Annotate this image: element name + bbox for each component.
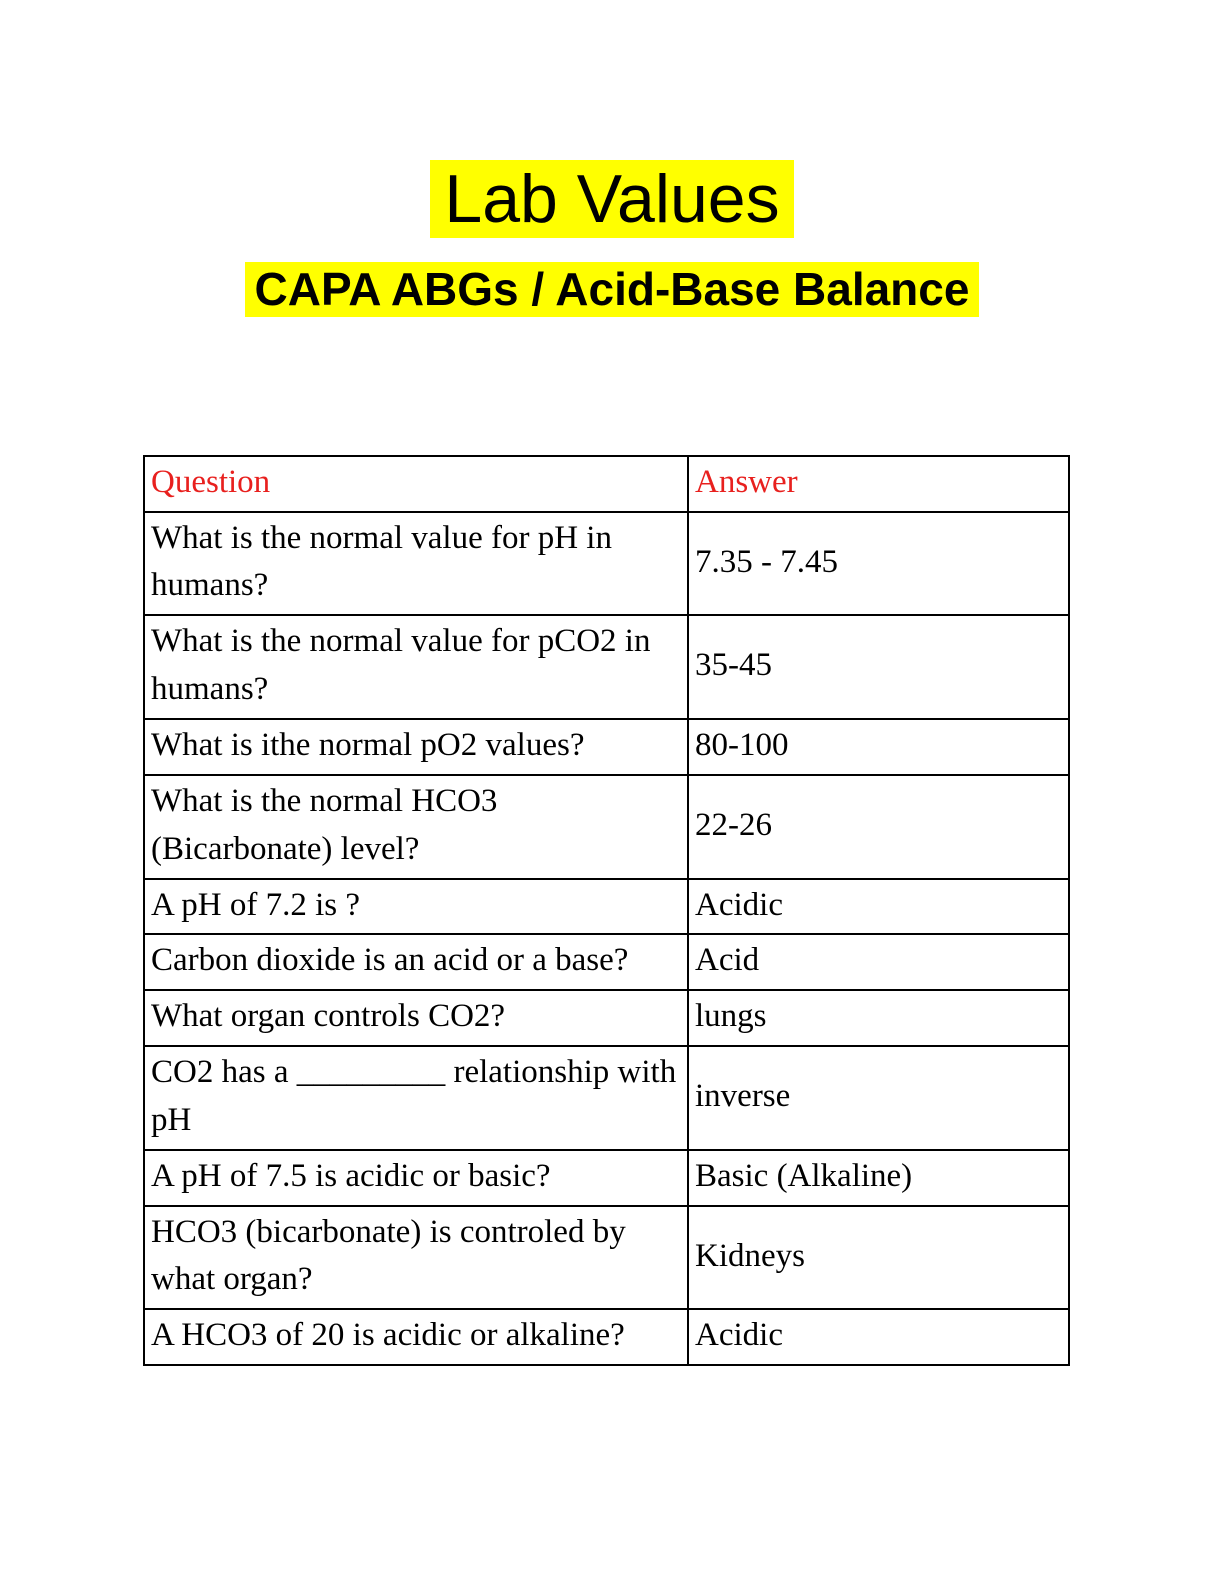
answer-cell: Basic (Alkaline) bbox=[688, 1150, 1069, 1206]
table-row bbox=[144, 775, 1069, 879]
question-cell: What is the normal HCO3 (Bicarbonate) level? bbox=[144, 775, 688, 879]
question-column-header: Question bbox=[144, 456, 688, 512]
table-row bbox=[144, 934, 1069, 990]
table-row bbox=[144, 1046, 1069, 1150]
table-row bbox=[144, 719, 1069, 775]
question-cell: A HCO3 of 20 is acidic or alkaline? bbox=[144, 1309, 688, 1365]
page-title: Lab Values bbox=[430, 160, 793, 238]
table-row bbox=[144, 1309, 1069, 1365]
question-cell: What is the normal value for pH in humans? bbox=[144, 512, 688, 616]
question-answer-table bbox=[143, 455, 1070, 1366]
answer-cell: 22-26 bbox=[688, 775, 1069, 879]
table-body bbox=[144, 512, 1069, 1366]
answer-column-header: Answer bbox=[688, 456, 1069, 512]
question-cell: What is ithe normal pO2 values? bbox=[144, 719, 688, 775]
answer-cell: Acidic bbox=[688, 1309, 1069, 1365]
question-cell: A pH of 7.5 is acidic or basic? bbox=[144, 1150, 688, 1206]
question-cell: Carbon dioxide is an acid or a base? bbox=[144, 934, 688, 990]
answer-cell: Acidic bbox=[688, 879, 1069, 935]
answer-cell: 80-100 bbox=[688, 719, 1069, 775]
answer-cell: Kidneys bbox=[688, 1206, 1069, 1310]
answer-cell: 7.35 - 7.45 bbox=[688, 512, 1069, 616]
answer-cell: Acid bbox=[688, 934, 1069, 990]
question-cell: A pH of 7.2 is ? bbox=[144, 879, 688, 935]
answer-cell: lungs bbox=[688, 990, 1069, 1046]
answer-cell: inverse bbox=[688, 1046, 1069, 1150]
table-row bbox=[144, 879, 1069, 935]
question-cell: CO2 has a _________ relationship with pH bbox=[144, 1046, 688, 1150]
subtitle-section bbox=[0, 262, 1224, 317]
page-subtitle: CAPA ABGs / Acid-Base Balance bbox=[245, 262, 980, 317]
table-row bbox=[144, 512, 1069, 616]
title-section bbox=[0, 0, 1224, 238]
table-row bbox=[144, 615, 1069, 719]
table-row bbox=[144, 1150, 1069, 1206]
table-header-row bbox=[144, 456, 1069, 512]
question-cell: HCO3 (bicarbonate) is controled by what organ? bbox=[144, 1206, 688, 1310]
answer-cell: 35-45 bbox=[688, 615, 1069, 719]
table-row bbox=[144, 990, 1069, 1046]
question-cell: What organ controls CO2? bbox=[144, 990, 688, 1046]
table-row bbox=[144, 1206, 1069, 1310]
question-cell: What is the normal value for pCO2 in humans? bbox=[144, 615, 688, 719]
